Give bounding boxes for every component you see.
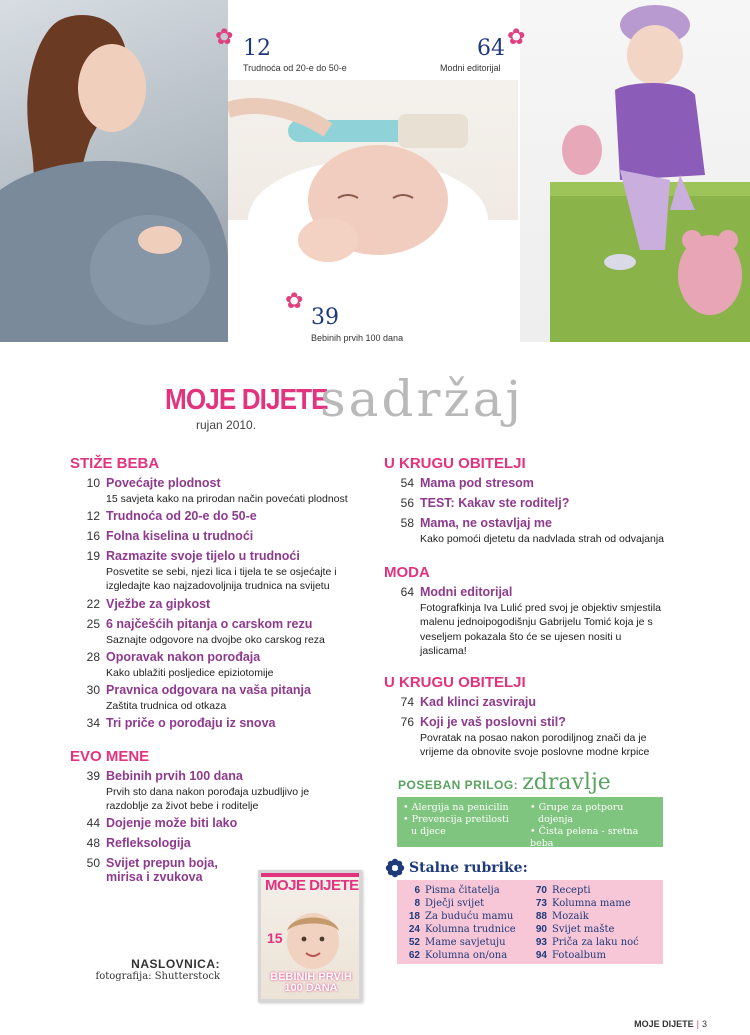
footer-brand: MOJE DIJETE <box>634 1019 694 1029</box>
regular-heading <box>385 858 528 878</box>
teaser-64-caption: Modni editorijal <box>440 63 501 73</box>
regular-item[interactable] <box>530 936 657 949</box>
flower-icon <box>385 858 405 878</box>
page-number: 56 <box>400 496 414 510</box>
page-number: 24 <box>408 924 420 935</box>
article-title: Mama pod stresom <box>420 476 534 490</box>
article-title: TEST: Kakav ste roditelj? <box>420 496 570 510</box>
cover-headline-line: 100 DANA <box>284 982 338 995</box>
supplement-label: POSEBAN PRILOG: <box>398 778 519 792</box>
article-description: Prvih sto dana nakon porođaja uzbudljivo je razdoblje za život bebe i roditelje <box>106 786 310 813</box>
section-title: STIŽE BEBA <box>70 455 160 472</box>
supplement-item: dojenja <box>538 813 574 825</box>
pregnant-woman-illustration <box>0 0 228 342</box>
supplement-col-2 <box>530 802 657 849</box>
toc-entry[interactable] <box>70 683 360 697</box>
supplement-word: zdravlje <box>522 770 611 795</box>
page-number: 6 <box>414 885 420 896</box>
article-title: Pravnica odgovara na vaša pitanja <box>106 682 311 697</box>
toc-entry[interactable] <box>384 585 674 599</box>
cover-credit-text: fotografija: Shutterstock <box>95 971 220 982</box>
cover-thumbnail <box>258 870 362 1002</box>
toc-entry[interactable] <box>70 617 360 631</box>
regular-columns-box <box>397 880 663 964</box>
regular-item[interactable] <box>403 949 530 962</box>
regular-item[interactable] <box>530 910 657 923</box>
toc-entry[interactable] <box>70 549 360 563</box>
page-number: 64 <box>400 585 414 600</box>
article-description: Zaštita trudnica od otkaza <box>106 699 227 712</box>
toc-entry[interactable] <box>384 476 674 490</box>
article-title: 6 najčešćih pitanja o carskom rezu <box>106 616 313 631</box>
page-number: 10 <box>86 476 100 490</box>
contents-right-column <box>384 455 674 762</box>
svg-text:15: 15 <box>267 930 283 946</box>
item-title: Dječji svijet <box>425 898 485 909</box>
page-number: 94 <box>535 950 547 961</box>
page-number: 90 <box>535 924 547 935</box>
item-title: Svijet mašte <box>552 924 615 935</box>
regular-item[interactable] <box>403 897 530 910</box>
page-number: 48 <box>86 836 100 851</box>
supplement-item: • Prevencija pretilosti <box>403 813 509 825</box>
cover-headline-line: BEBINIH PRVIH <box>270 970 352 983</box>
page-number: 58 <box>400 516 414 530</box>
article-description: Kako ublažiti posljedice epiziotomije <box>106 666 274 679</box>
toc-entry[interactable] <box>70 769 360 783</box>
article-title: Trudnoća od 20-e do 50-e <box>106 509 257 524</box>
regular-col-2 <box>530 884 657 960</box>
regular-item[interactable] <box>530 923 657 936</box>
article-description: 15 savjeta kako na prirodan način povećati plodnost <box>106 493 348 505</box>
article-description: Fotografkinja Iva Lulić pred svoj je objektiv smjestila malenu jednoipogodišnju Gabrijelu Tomić koja je s veseljem pokazala što će se ujesen nositi u jaslicama! <box>420 602 662 657</box>
regular-item[interactable] <box>530 949 657 962</box>
article-title: Bebinih prvih 100 dana <box>106 769 243 784</box>
supplement-item: • Alergija na penicilin <box>403 802 509 813</box>
toc-entry[interactable] <box>70 476 360 490</box>
article-description: Kako pomoći djetetu da nadvlada strah od odvajanja <box>420 533 665 545</box>
cover-credit-label: NASLOVNICA: <box>131 957 220 971</box>
flower-icon: ✿ <box>285 288 304 313</box>
section-evo-mene <box>70 748 360 884</box>
issue-date: rujan 2010. <box>196 418 257 432</box>
section-stize-beba <box>70 455 360 730</box>
page-number: 93 <box>535 937 547 948</box>
footer-page-number: 3 <box>701 1019 707 1029</box>
article-title: Mama, ne ostavljaj me <box>420 516 553 530</box>
contents-left-column <box>70 455 360 884</box>
regular-item[interactable] <box>403 910 530 923</box>
toc-entry[interactable] <box>384 715 674 729</box>
page-number: 54 <box>400 476 414 490</box>
page-number: 34 <box>86 716 100 731</box>
item-title: Kolumna trudnice <box>425 924 516 935</box>
sleeping-baby-illustration <box>228 80 518 302</box>
toc-entry[interactable] <box>70 529 360 543</box>
regular-item[interactable] <box>403 923 530 936</box>
item-title: Za buduću mamu <box>425 911 514 922</box>
toc-entry[interactable] <box>70 509 360 523</box>
item-title: Mozaik <box>552 911 589 922</box>
page-number: 52 <box>408 937 420 948</box>
section-u-krugu-obitelji-2 <box>384 674 674 759</box>
page-number: 12 <box>86 509 100 524</box>
page-number: 88 <box>535 911 547 922</box>
page-number: 74 <box>400 694 414 709</box>
item-title: Recepti <box>552 885 591 896</box>
toc-entry[interactable] <box>384 695 674 709</box>
supplement-heading <box>398 770 611 795</box>
flower-icon: ✿ <box>507 24 526 49</box>
page-number: 30 <box>86 682 100 697</box>
article-title: Dojenje može biti lako <box>106 816 238 831</box>
page-footer <box>634 1019 707 1029</box>
toc-entry[interactable] <box>70 816 360 830</box>
section-u-krugu-obitelji <box>384 455 674 546</box>
contents-heading: sadržaj <box>320 370 525 428</box>
supplement-item: • Čista pelena - sretna beba <box>530 825 639 849</box>
section-moda <box>384 564 674 658</box>
item-title: Pisma čitatelja <box>425 885 500 896</box>
article-title: Kad klinci zasviraju <box>420 694 537 709</box>
toddler-illustration <box>520 0 750 342</box>
page-number: 25 <box>86 616 100 631</box>
item-title: Mame savjetuju <box>425 937 506 948</box>
article-title: Folna kiselina u trudnoći <box>106 529 254 544</box>
article-description: Povratak na posao nakon porodiljnog znači da je vrijeme da obnovite svoje poslovne modne krpice <box>420 731 650 759</box>
regular-col-1 <box>403 884 530 960</box>
section-title: U KRUGU OBITELJI <box>384 673 526 691</box>
teaser-12-number: 12 <box>243 36 271 61</box>
supplement-col-1 <box>403 802 530 842</box>
article-title: Refleksologija <box>106 836 191 851</box>
toc-entry[interactable] <box>70 597 360 611</box>
section-title: MODA <box>384 564 430 582</box>
item-title: Kolumna mame <box>552 898 631 909</box>
supplement-item: u djece <box>411 825 446 837</box>
regular-item[interactable] <box>530 884 657 897</box>
toddler-photo <box>520 0 750 342</box>
page-number: 50 <box>86 856 100 871</box>
page-number: 22 <box>86 596 100 611</box>
article-title: Oporavak nakon porođaja <box>106 649 261 664</box>
flower-icon: ✿ <box>215 24 234 49</box>
article-title: Povećajte plodnost <box>106 476 221 490</box>
page-number: 62 <box>408 950 420 961</box>
article-title: Tri priče o porođaju iz snova <box>106 716 276 731</box>
article-title: Vježbe za gipkost <box>106 596 211 611</box>
article-title: Svijet prepun boja, mirisa i zvukova <box>106 856 218 885</box>
regular-item[interactable] <box>530 897 657 910</box>
article-description: Saznajte odgovore na dvojbe oko carskog reza <box>106 633 325 646</box>
regular-item[interactable] <box>403 884 530 897</box>
page-number: 76 <box>400 714 414 729</box>
page-number: 44 <box>86 816 100 831</box>
regular-title: Stalne rubrike: <box>409 860 528 876</box>
page-number: 73 <box>535 898 547 909</box>
cover-title: MOJE DIJETE <box>265 877 359 894</box>
footer-separator: | <box>696 1019 699 1029</box>
item-title: Kolumna on/ona <box>425 950 508 961</box>
toc-entry[interactable] <box>70 716 360 730</box>
regular-item[interactable] <box>403 936 530 949</box>
page-number: 8 <box>414 898 420 909</box>
article-description: Posvetite se sebi, njezi lica i tijela te se osjećajte i izgledajte kao najzadovoljnija trudnica na svijetu <box>106 566 337 593</box>
item-title: Priča za laku noć <box>552 937 639 948</box>
pregnant-woman-photo <box>0 0 228 342</box>
page-number: 70 <box>535 885 547 896</box>
toc-entry[interactable] <box>70 650 360 664</box>
article-title: Razmazite svoje tijelo u trudnoći <box>106 549 300 564</box>
cover-headline <box>263 972 359 995</box>
page-number: 19 <box>86 549 100 564</box>
article-title: Modni editorijal <box>420 585 513 600</box>
item-title: Fotoalbum <box>552 950 606 961</box>
toc-entry[interactable] <box>70 836 360 850</box>
supplement-box <box>397 797 663 847</box>
teaser-39-caption: Bebinih prvih 100 dana <box>311 333 404 343</box>
page-number: 39 <box>86 769 100 784</box>
toc-entry[interactable] <box>384 516 674 530</box>
page-number: 16 <box>86 529 100 544</box>
page-number: 28 <box>86 649 100 664</box>
teaser-64-number: 64 <box>477 36 505 61</box>
cover-credit <box>60 957 220 982</box>
toc-entry[interactable] <box>384 496 674 510</box>
teaser-12-caption: Trudnoća od 20-e do 50-e <box>243 63 347 73</box>
section-title: EVO MENE <box>70 748 150 766</box>
magazine-brand: MOJE DIJETE <box>165 384 328 416</box>
article-title: Koji je vaš poslovni stil? <box>420 714 566 729</box>
sleeping-baby-photo <box>228 80 518 302</box>
section-title: U KRUGU OBITELJI <box>384 455 526 472</box>
teaser-39-number: 39 <box>311 305 339 330</box>
supplement-item: • Grupe za potporu <box>530 802 624 813</box>
page-number: 18 <box>408 911 420 922</box>
